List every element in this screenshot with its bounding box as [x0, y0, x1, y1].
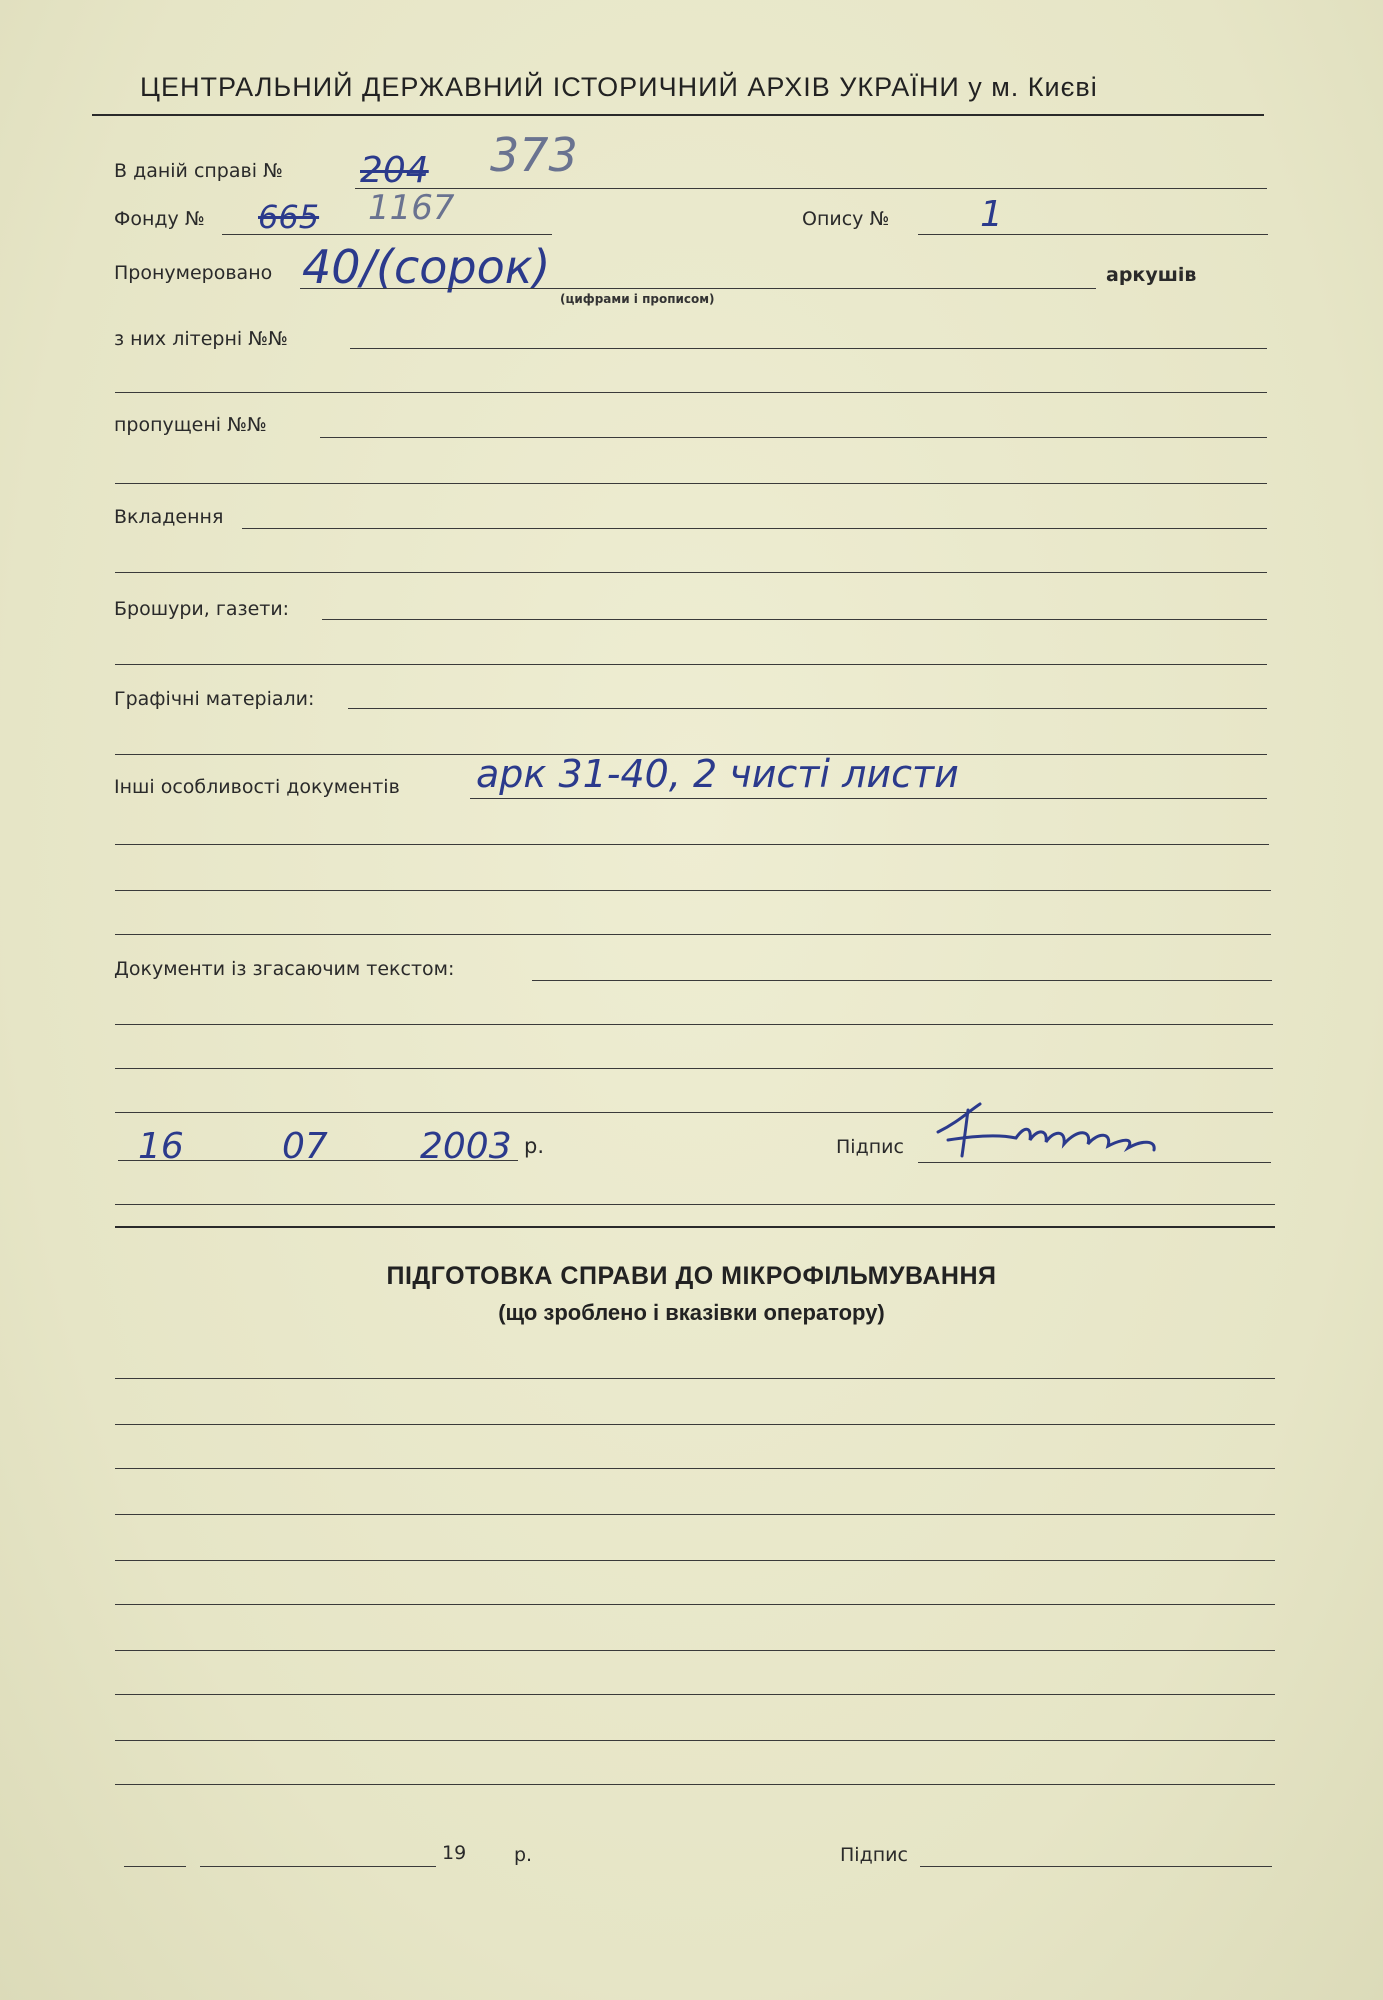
case-line	[355, 188, 1267, 189]
graphic-line	[348, 708, 1267, 709]
brochures-line-2	[115, 664, 1267, 665]
numbered-hint: (цифрами і прописом)	[560, 292, 715, 306]
fading-line-2	[115, 1024, 1273, 1025]
opys-number: 1	[980, 194, 1003, 235]
section-sep-2	[115, 1226, 1275, 1228]
date-day: 16	[138, 1126, 184, 1167]
enclosures-label: Вкладення	[114, 506, 224, 528]
case-number-new: 373	[490, 128, 578, 182]
case-number-old: 204	[360, 150, 429, 191]
header-rule	[92, 114, 1264, 116]
section2-year-prefix: 19	[442, 1842, 467, 1864]
section2-line-7	[115, 1650, 1275, 1651]
fading-line	[532, 980, 1272, 981]
sheets-label: аркушів	[1106, 264, 1197, 286]
section2-line-8	[115, 1694, 1275, 1695]
section2-line-5	[115, 1560, 1275, 1561]
numbered-value: 40/(сорок)	[302, 240, 551, 294]
other-line	[470, 798, 1267, 799]
date-month: 07	[282, 1126, 328, 1167]
fond-number-old: 665	[258, 198, 320, 236]
literal-line-2	[115, 392, 1267, 393]
fading-line-3	[115, 1068, 1273, 1069]
section2-line-6	[115, 1604, 1275, 1605]
date-year: 2003	[420, 1126, 512, 1167]
opys-line	[918, 234, 1268, 235]
case-label: В даній справі №	[114, 160, 283, 182]
signature-line	[918, 1162, 1271, 1163]
section2-line-4	[115, 1514, 1275, 1515]
opys-label: Опису №	[802, 208, 890, 230]
section2-month-line	[200, 1866, 436, 1867]
section2-title: ПІДГОТОВКА СПРАВИ ДО МІКРОФІЛЬМУВАННЯ	[386, 1262, 997, 1290]
section2-day-line	[124, 1866, 186, 1867]
other-label: Інші особливості документів	[114, 776, 400, 798]
section2-line-2	[115, 1424, 1275, 1425]
date-line	[118, 1160, 518, 1161]
fading-label: Документи із згасаючим текстом:	[114, 958, 455, 980]
signature-label: Підпис	[836, 1136, 904, 1158]
graphic-label: Графічні матеріали:	[114, 688, 315, 710]
literal-line	[350, 348, 1267, 349]
other-line-3	[115, 890, 1271, 891]
fond-line	[222, 234, 552, 235]
section2-line-9	[115, 1740, 1275, 1741]
fond-label: Фонду №	[114, 208, 205, 230]
signature-handwritten	[928, 1092, 1178, 1162]
fond-number-new: 1167	[368, 188, 455, 228]
section2-signature-line	[920, 1866, 1272, 1867]
section2-signature-label: Підпис	[840, 1844, 908, 1866]
brochures-label: Брошури, газети:	[114, 598, 290, 620]
missing-line-2	[115, 483, 1267, 484]
numbered-label: Пронумеровано	[114, 262, 273, 284]
section2-subtitle: (що зроблено і вказівки оператору)	[498, 1300, 885, 1325]
section2-year-suffix: р.	[514, 1844, 533, 1866]
literal-label: з них літерні №№	[114, 328, 288, 350]
enclosures-line	[242, 528, 1267, 529]
section2-line-10	[115, 1784, 1275, 1785]
missing-line	[320, 437, 1267, 438]
brochures-line	[322, 619, 1267, 620]
other-value: арк 31-40, 2 чисті листи	[476, 752, 959, 796]
enclosures-line-2	[115, 572, 1267, 573]
numbered-line	[300, 288, 1096, 289]
archive-header: ЦЕНТРАЛЬНИЙ ДЕРЖАВНИЙ ІСТОРИЧНИЙ АРХІВ УКРАЇНИ у м. Києві	[140, 72, 1098, 102]
section2-line-3	[115, 1468, 1275, 1469]
section2-line-1	[115, 1378, 1275, 1379]
other-line-2	[115, 844, 1269, 845]
date-suffix: р.	[524, 1134, 545, 1158]
missing-label: пропущені №№	[114, 414, 267, 436]
other-line-4	[115, 934, 1271, 935]
section-sep-1	[115, 1204, 1275, 1205]
